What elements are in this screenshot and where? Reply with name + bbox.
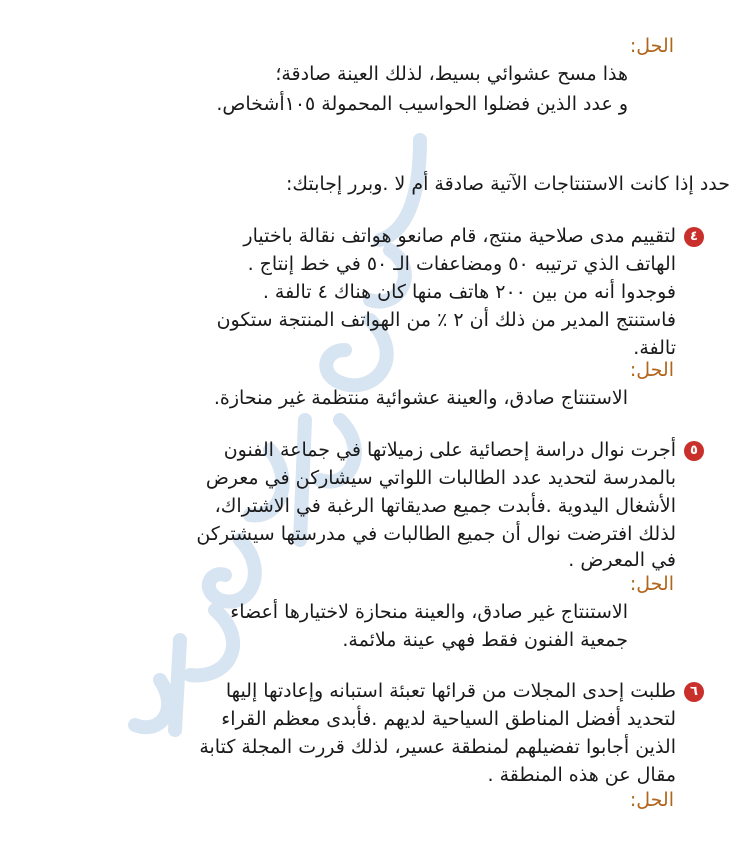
solution-label: الحل: (629, 359, 674, 381)
solution-text: جمعية الفنون فقط فهي عينة ملائمة. (342, 629, 628, 651)
question-line: مقال عن هذه المنطقة . (487, 764, 676, 786)
question-line: في المعرض . (568, 549, 676, 571)
solution-label: الحل: (629, 789, 674, 811)
solution-text: الاستنتاج غير صادق، والعينة منحازة لاختيارها أعضاء (230, 601, 628, 623)
question-line: تالفة. (633, 337, 676, 359)
question-number-badge: ٥ (684, 441, 704, 461)
question-number-badge: ٦ (684, 682, 704, 702)
instruction-text: حدد إذا كانت الاستنتاجات الآتية صادقة أم لا .وبرر إجابتك: (285, 173, 730, 195)
question-line: فوجدوا أنه من بين ٢٠٠ هاتف منها كان هناك ٤ تالفة . (262, 281, 676, 303)
question-line: أجرت نوال دراسة إحصائية على زميلاتها في جماعة الفنون (223, 439, 676, 461)
solution-label: الحل: (629, 35, 674, 57)
question-line: الأشغال اليدوية .فأبدت جميع صديقاتها الرغبة في الاشتراك، (214, 495, 676, 517)
question-line: لتحديد أفضل المناطق السياحية لديهم .فأبدى معظم القراء (221, 708, 676, 730)
solution-label: الحل: (629, 573, 674, 595)
question-number-badge: ٤ (684, 227, 704, 247)
question-line: طلبت إحدى المجلات من قرائها تعبئة استبانه وإعادتها إليها (225, 680, 676, 702)
question-line: لتقييم مدى صلاحية منتج، قام صانعو هواتف نقالة باختيار (243, 225, 676, 247)
question-line: بالمدرسة لتحديد عدد الطالبات اللواتي سيشاركن في معرض (205, 467, 676, 489)
question-line: الذين أجابوا تفضيلهم لمنطقة عسير، لذلك قررت المجلة كتابة (199, 736, 676, 758)
question-line: لذلك افترضت نوال أن جميع الطالبات في مدرستها سيشتركن (196, 523, 676, 545)
solution-text: و عدد الذين فضلوا الحواسيب المحمولة ١٠٥أشخاص. (216, 93, 628, 115)
question-line: فاستنتج المدير من ذلك أن ٢ ٪ من الهواتف المنتجة ستكون (216, 309, 676, 331)
solution-text: هذا مسح عشوائي بسيط، لذلك العينة صادقة؛ (275, 63, 628, 85)
solution-text: الاستنتاج صادق، والعينة عشوائية منتظمة غير منحازة. (213, 387, 628, 409)
question-line: الهاتف الذي ترتيبه ٥٠ ومضاعفات الـ ٥٠ في خط إنتاج . (247, 253, 676, 275)
